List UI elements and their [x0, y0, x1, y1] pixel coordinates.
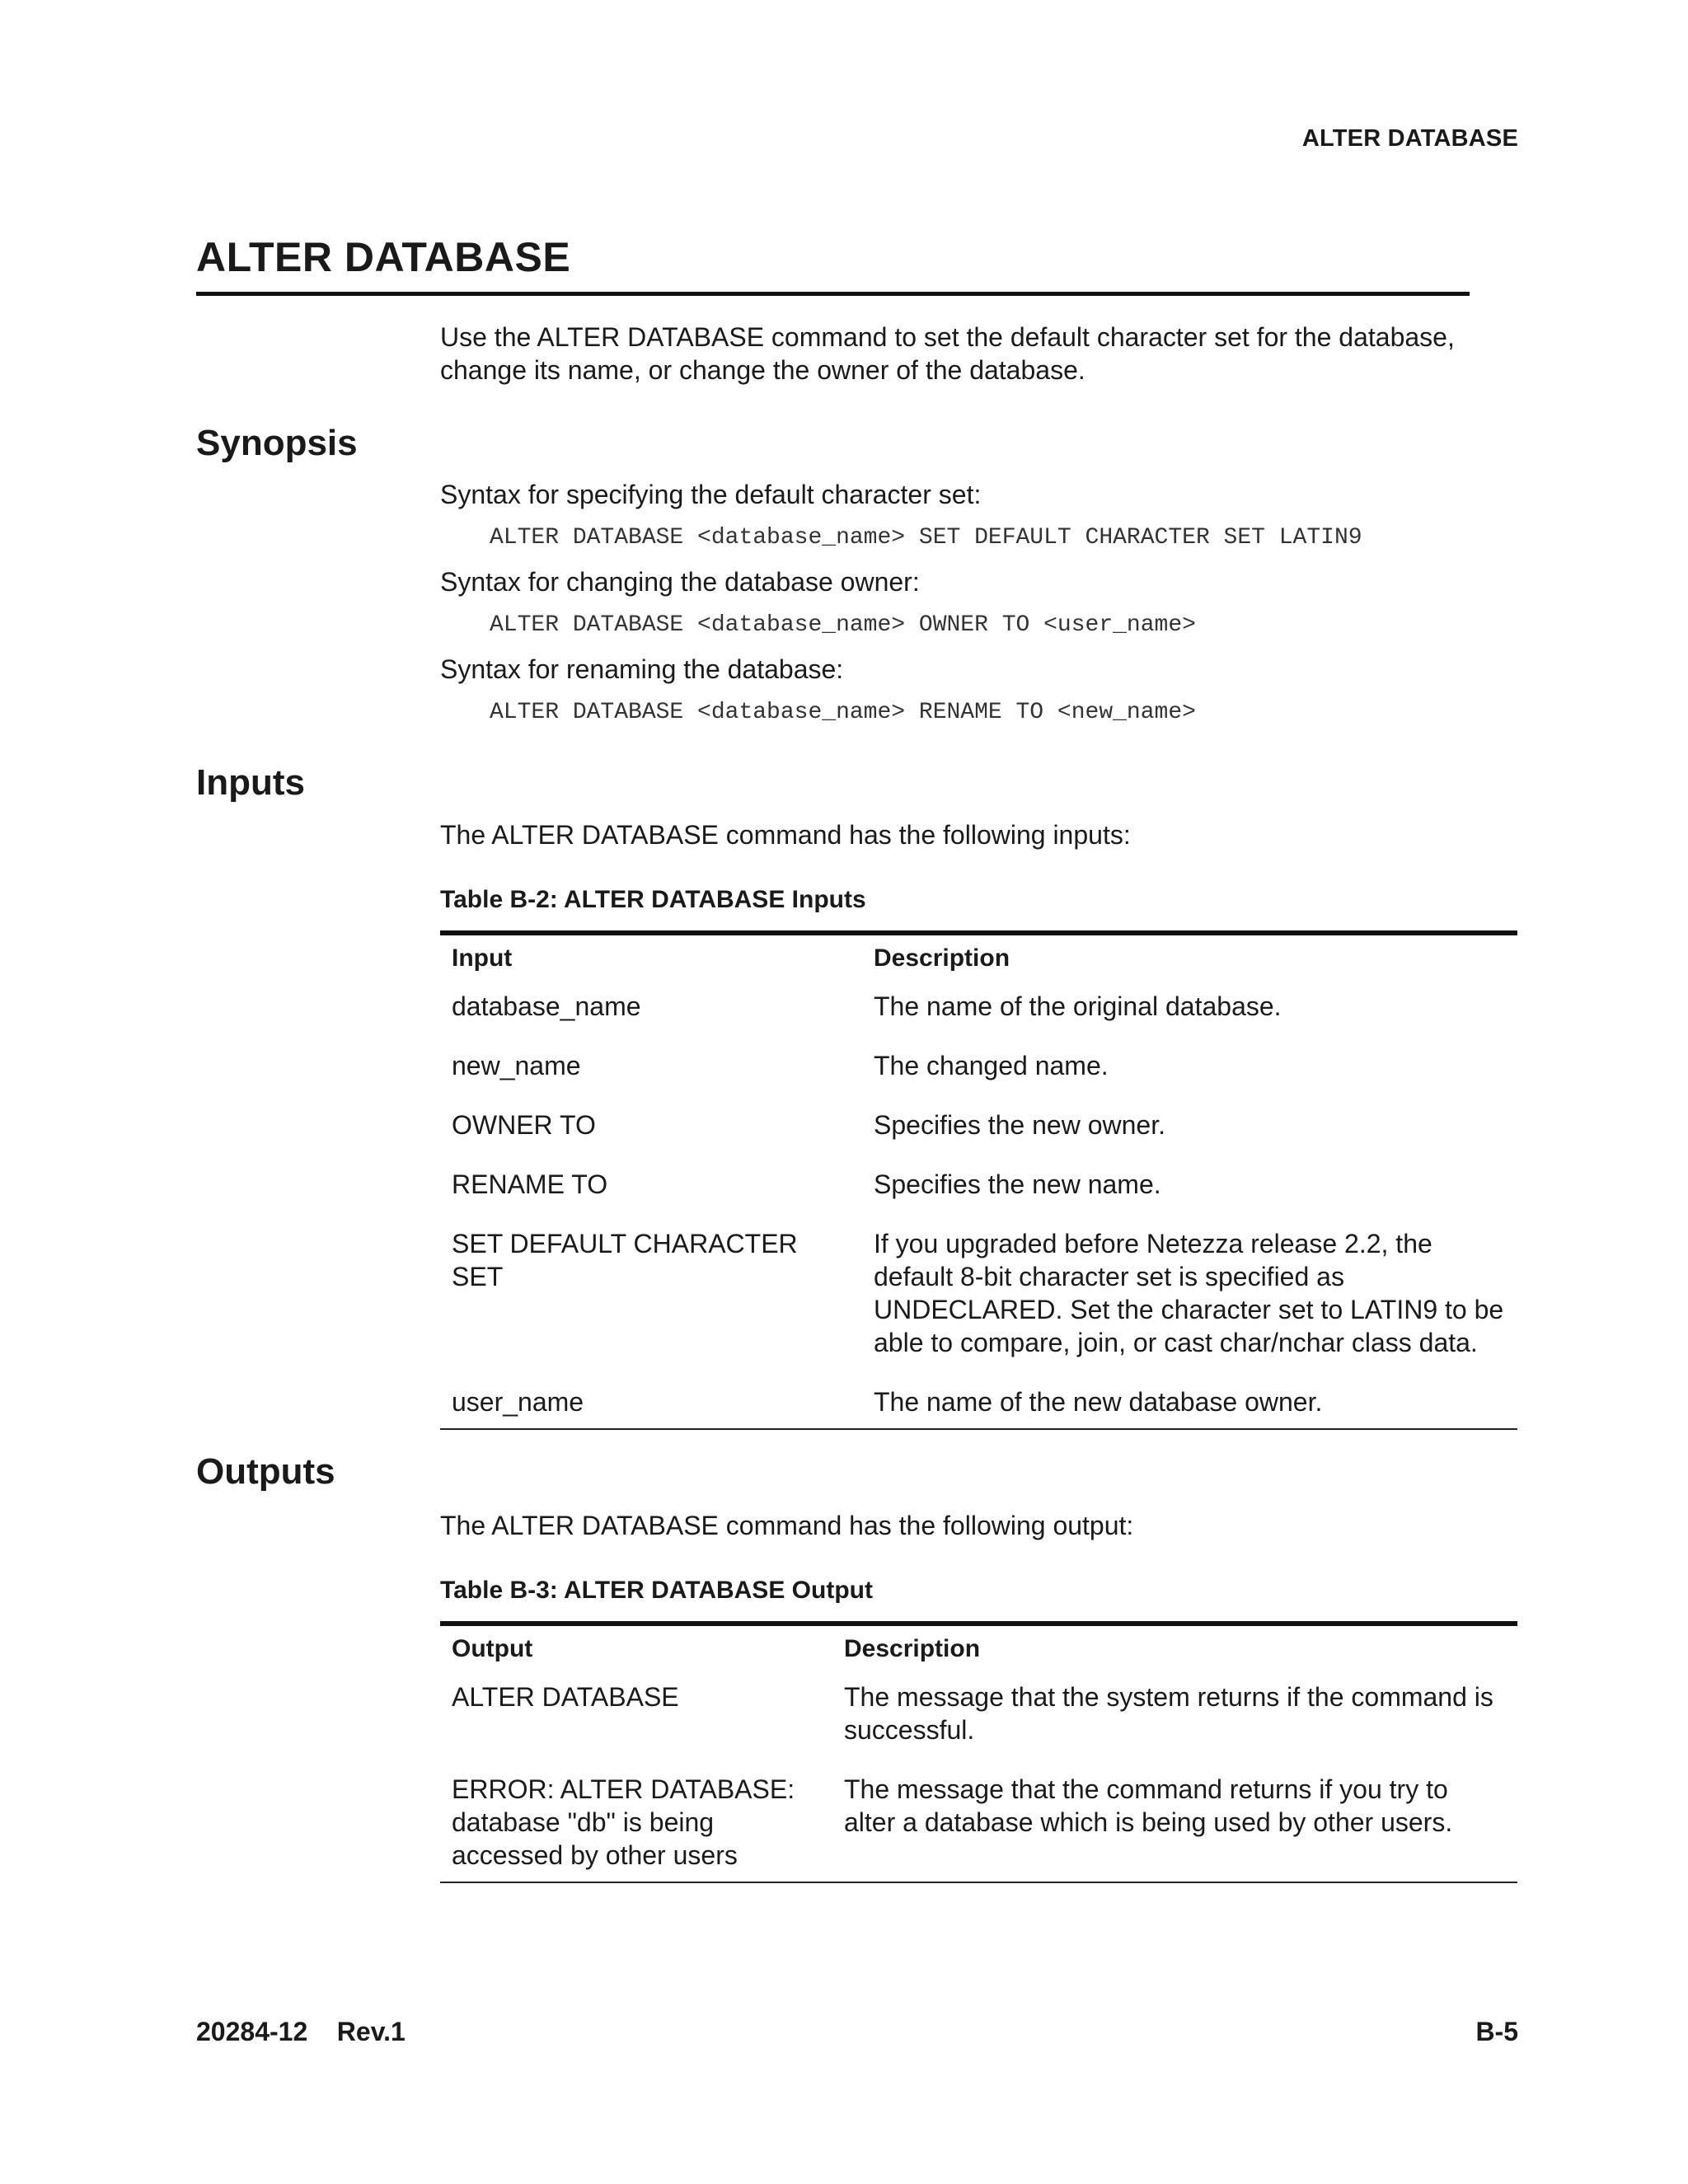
table-cell: The message that the command returns if you try to alter a database which is being used by other users. — [832, 1768, 1517, 1882]
table-row — [440, 985, 1517, 1044]
column-header: Description — [874, 944, 1010, 972]
column-header: Description — [844, 1635, 981, 1662]
synopsis-code: ALTER DATABASE <database_name> OWNER TO <user_name> — [490, 612, 1196, 638]
table-row — [440, 1222, 1517, 1380]
inputs-intro: The ALTER DATABASE command has the following inputs: — [440, 820, 1131, 850]
synopsis-code: ALTER DATABASE <database_name> SET DEFAULT CHARACTER SET LATIN9 — [490, 525, 1362, 551]
table-cell: The name of the new database owner. — [862, 1380, 1517, 1429]
section-heading-inputs: Inputs — [196, 762, 305, 803]
footer-doc-number: 20284-12 Rev.1 — [196, 2017, 406, 2046]
table-row — [440, 1768, 1517, 1882]
footer-page-number: B-5 — [1475, 2017, 1518, 2046]
page-title: ALTER DATABASE — [196, 234, 571, 280]
table-header-row — [440, 1624, 1517, 1675]
synopsis-label: Syntax for changing the database owner: — [440, 567, 920, 597]
table-cell: The message that the system returns if the command is successful. — [844, 1682, 1493, 1745]
table-cell: If you upgraded before Netezza release 2.2, the default 8-bit character set is specified as UNDECLARED. Set the character set to LATIN9 to be able to compare, join, or cast char/nchar class data. — [874, 1229, 1504, 1357]
outputs-intro: The ALTER DATABASE command has the following output: — [440, 1511, 1134, 1540]
running-header: ALTER DATABASE — [1301, 125, 1518, 152]
intro-paragraph: Use the ALTER DATABASE command to set the default character set for the database, change its name, or change the owner of the database. — [440, 322, 1455, 385]
table-cell: RENAME TO — [452, 1169, 608, 1199]
section-heading-synopsis: Synopsis — [196, 423, 358, 463]
table-row — [440, 1104, 1517, 1163]
table-cell: user_name — [440, 1380, 862, 1429]
table-cell: new_name — [452, 1051, 581, 1080]
table-header-row — [440, 933, 1517, 985]
table-cell: Specifies the new name. — [874, 1169, 1161, 1199]
table-cell: ERROR: ALTER DATABASE: database "db" is being accessed by other users — [440, 1768, 832, 1882]
table-cell: OWNER TO — [452, 1110, 596, 1140]
section-heading-outputs: Outputs — [196, 1451, 335, 1492]
table-cell: database_name — [452, 991, 641, 1021]
table-cell: The name of the original database. — [874, 991, 1282, 1021]
table-row — [440, 1380, 1517, 1429]
inputs-table — [440, 930, 1517, 1430]
synopsis-code: ALTER DATABASE <database_name> RENAME TO <new_name> — [490, 700, 1196, 725]
table-row — [440, 1163, 1517, 1222]
title-rule — [196, 292, 1470, 296]
synopsis-label: Syntax for renaming the database: — [440, 654, 844, 684]
table-cell: The changed name. — [874, 1051, 1109, 1080]
table-cell: SET DEFAULT CHARACTER SET — [452, 1229, 798, 1291]
table-cell: Specifies the new owner. — [874, 1110, 1165, 1140]
table-cell: ALTER DATABASE — [452, 1682, 679, 1712]
synopsis-label: Syntax for specifying the default character set: — [440, 480, 982, 509]
inputs-table-caption: Table B-2: ALTER DATABASE Inputs — [440, 886, 866, 913]
column-header: Output — [452, 1635, 533, 1662]
outputs-table-caption: Table B-3: ALTER DATABASE Output — [440, 1577, 873, 1604]
table-row — [440, 1044, 1517, 1104]
table-row — [440, 1675, 1517, 1768]
outputs-table — [440, 1621, 1517, 1883]
column-header: Input — [452, 944, 513, 972]
